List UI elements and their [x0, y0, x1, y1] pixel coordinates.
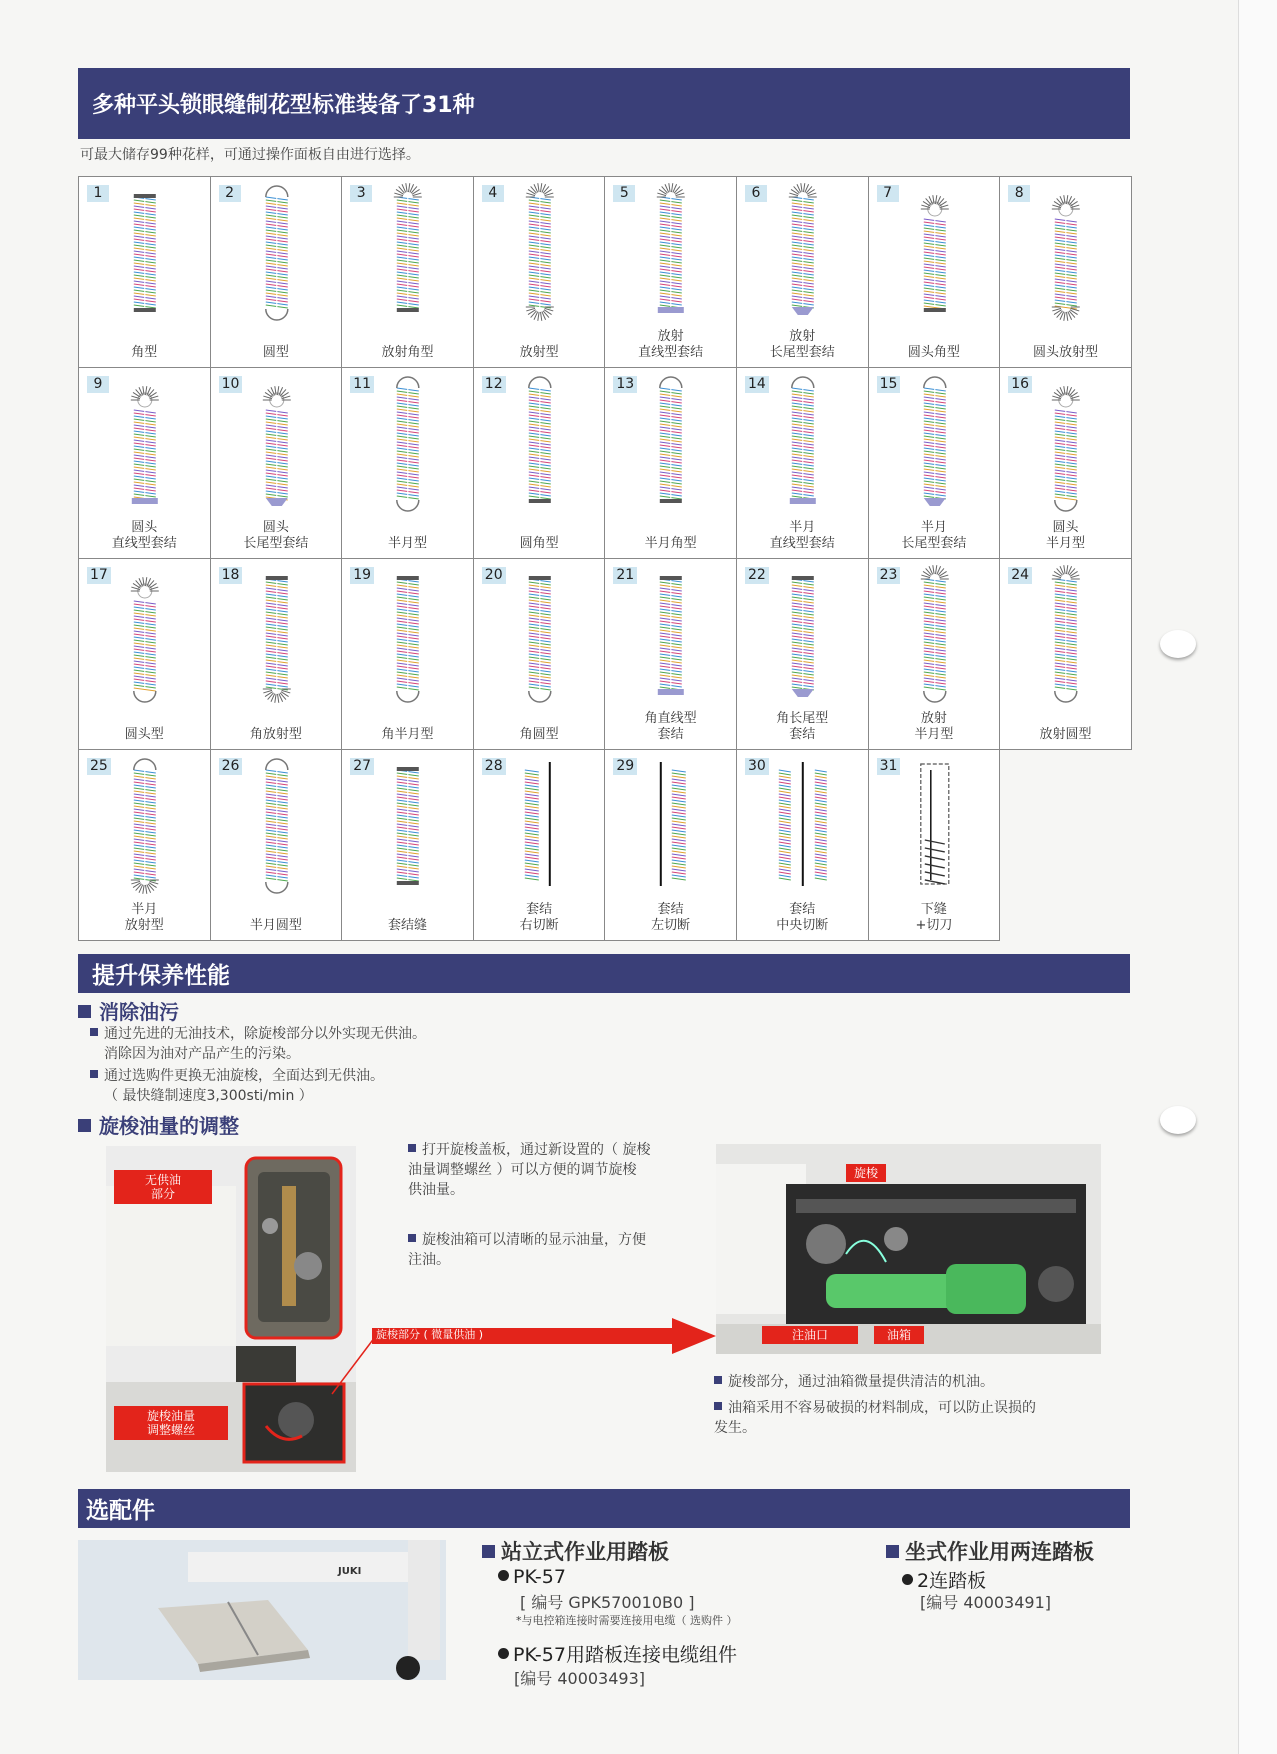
bullet-oilfree-cont: 消除因为油对产品产生的污染。 — [104, 1046, 300, 1062]
stitch-pattern-icon — [79, 559, 211, 709]
pattern-number: 19 — [350, 567, 374, 584]
label-oil-adjust-screw: 旋梭油量 调整螺丝 — [114, 1406, 228, 1440]
pattern-label: 圆头 直线型套结 — [111, 520, 177, 551]
pattern-number: 20 — [482, 567, 506, 584]
pattern-cell[interactable] — [999, 367, 1132, 559]
bullet-oilfree: 通过先进的无油技术，除旋梭部分以外实现无供油。 — [90, 1024, 426, 1044]
acc-pk57-note: *与电控箱连接时需要连接用电缆（ 选购件 ） — [516, 1614, 738, 1627]
svg-text:JUKI: JUKI — [338, 1566, 362, 1577]
pattern-cell[interactable] — [736, 176, 869, 368]
pattern-number: 10 — [219, 376, 243, 393]
pattern-cell[interactable] — [341, 176, 474, 368]
hook-oil-tank-photo — [716, 1144, 1101, 1354]
pattern-label: 放射角型 — [381, 345, 434, 360]
bullet-optional-hook: 通过选购件更换无油旋梭，全面达到无供油。 — [90, 1066, 384, 1086]
pattern-grid — [78, 176, 1131, 940]
pattern-number: 18 — [219, 567, 243, 584]
stitch-pattern-icon — [79, 368, 211, 518]
pattern-number: 6 — [745, 185, 767, 202]
pattern-label: 圆头 长尾型套结 — [243, 520, 309, 551]
stitch-pattern-icon — [211, 750, 343, 900]
stitch-pattern-icon — [211, 177, 343, 327]
pattern-number: 26 — [219, 758, 243, 775]
section-title-maintenance: 提升保养性能 — [78, 954, 1130, 993]
pattern-cell[interactable] — [473, 176, 606, 368]
pattern-label: 角型 — [131, 345, 158, 360]
bullet-tank-material: 油箱采用不容易破损的材料制成，可以防止误损的 发生。 — [714, 1400, 1036, 1436]
page-edge — [1238, 0, 1277, 1754]
section-title-patterns: 多种平头锁眼缝制花型标准装备了31种 — [78, 68, 1130, 139]
stitch-pattern-icon — [474, 750, 606, 900]
bullet-hook-oil-supply: 旋梭部分，通过油箱微量提供清洁的机油。 — [714, 1372, 994, 1392]
pattern-cell[interactable] — [78, 558, 211, 750]
stitch-pattern-icon — [342, 177, 474, 327]
pattern-cell[interactable] — [736, 749, 869, 941]
pattern-cell[interactable] — [78, 367, 211, 559]
stitch-pattern-icon — [211, 368, 343, 518]
stitch-pattern-icon — [869, 559, 1001, 709]
pattern-number: 5 — [613, 185, 635, 202]
pattern-cell[interactable] — [604, 176, 737, 368]
pattern-number: 24 — [1008, 567, 1032, 584]
pattern-number: 3 — [350, 185, 372, 202]
bullet-adjust-screw: 打开旋梭盖板，通过新设置的（ 旋梭 油量调整螺丝 ）可以方便的调节旋梭 供油量。 — [408, 1142, 651, 1198]
pattern-label: 圆头角型 — [907, 345, 960, 360]
pattern-label: 角放射型 — [249, 727, 302, 742]
stitch-pattern-icon — [869, 368, 1001, 518]
pattern-number: 30 — [745, 758, 769, 775]
pattern-label: 半月角型 — [644, 536, 697, 551]
stitch-pattern-icon — [474, 559, 606, 709]
pattern-label: 圆头放射型 — [1032, 345, 1098, 360]
acc-double-pedal: 2连踏板 — [902, 1566, 986, 1593]
pattern-cell[interactable] — [473, 558, 606, 750]
pattern-number: 27 — [350, 758, 374, 775]
pattern-cell[interactable] — [736, 558, 869, 750]
stitch-pattern-icon — [605, 368, 737, 518]
stitch-pattern-icon — [474, 177, 606, 327]
pattern-cell[interactable] — [736, 367, 869, 559]
pattern-number: 16 — [1008, 376, 1032, 393]
pattern-number: 1 — [87, 185, 109, 202]
pattern-number: 11 — [350, 376, 374, 393]
pattern-label: 圆型 — [262, 345, 289, 360]
stitch-pattern-icon — [342, 559, 474, 709]
stitch-pattern-icon — [1000, 368, 1132, 518]
pattern-cell[interactable] — [473, 367, 606, 559]
stitch-pattern-icon — [79, 177, 211, 327]
pattern-label: 半月型 — [387, 536, 427, 551]
pattern-label: 放射 长尾型套结 — [769, 329, 835, 360]
pattern-label: 放射 直线型套结 — [638, 329, 704, 360]
stitch-pattern-icon — [342, 750, 474, 900]
label-oil-tank: 油箱 — [874, 1326, 924, 1344]
pedal-photo — [78, 1540, 446, 1680]
pattern-cell[interactable] — [78, 176, 211, 368]
pattern-label: 套结 左切断 — [651, 902, 691, 933]
stitch-pattern-icon — [79, 750, 211, 900]
subhead-hook-oil: 旋梭油量的调整 — [78, 1110, 239, 1139]
pattern-number: 8 — [1008, 185, 1030, 202]
pattern-label: 角直线型 套结 — [644, 711, 697, 742]
pattern-number: 12 — [482, 376, 506, 393]
pattern-number: 21 — [613, 567, 637, 584]
stitch-pattern-icon — [869, 177, 1001, 327]
pattern-cell[interactable] — [604, 367, 737, 559]
label-oil-inlet: 注油口 — [762, 1326, 858, 1344]
pattern-label: 圆头 半月型 — [1045, 520, 1085, 551]
callout-line — [330, 1336, 380, 1396]
pattern-number: 29 — [613, 758, 637, 775]
stitch-pattern-icon — [737, 177, 869, 327]
pattern-cell[interactable] — [604, 558, 737, 750]
bullet-max-speed: （ 最快缝制速度3,300sti/min ） — [104, 1088, 313, 1104]
label-no-oil-part: 无供油 部分 — [114, 1170, 212, 1204]
pattern-cell[interactable] — [868, 176, 1001, 368]
pattern-label: 半月 长尾型套结 — [901, 520, 967, 551]
pattern-number: 13 — [613, 376, 637, 393]
stitch-pattern-icon — [605, 177, 737, 327]
stitch-pattern-icon — [737, 559, 869, 709]
stitch-pattern-icon — [737, 750, 869, 900]
stitch-pattern-icon — [474, 368, 606, 518]
subhead-remove-oil: 消除油污 — [78, 996, 179, 1025]
stitch-pattern-icon — [605, 559, 737, 709]
pattern-number: 28 — [482, 758, 506, 775]
pattern-number: 4 — [482, 185, 504, 202]
section-title-options: 选配件 — [78, 1489, 1130, 1528]
pattern-cell[interactable] — [210, 176, 343, 368]
acc-seated-pedal-title: 坐式作业用两连踏板 — [886, 1536, 1094, 1566]
pattern-number: 31 — [877, 758, 901, 775]
pattern-cell[interactable] — [868, 749, 1001, 941]
pattern-cell[interactable] — [78, 749, 211, 941]
pattern-number: 17 — [87, 567, 111, 584]
stitch-pattern-icon — [1000, 177, 1132, 327]
pattern-cell[interactable] — [999, 558, 1132, 750]
pattern-number: 22 — [745, 567, 769, 584]
pattern-cell[interactable] — [210, 749, 343, 941]
pattern-cell[interactable] — [604, 749, 737, 941]
pattern-number: 15 — [877, 376, 901, 393]
pattern-cell[interactable] — [473, 749, 606, 941]
acc-double-pedal-code: [编号 40003491] — [920, 1593, 1052, 1612]
acc-pk57: PK-57 — [498, 1566, 566, 1588]
stitch-pattern-icon — [211, 559, 343, 709]
binder-hole — [1160, 630, 1196, 658]
stitch-pattern-icon — [342, 368, 474, 518]
pattern-label: 半月 直线型套结 — [769, 520, 835, 551]
binder-hole — [1160, 1106, 1196, 1134]
pattern-cell[interactable] — [341, 558, 474, 750]
pattern-number: 7 — [877, 185, 899, 202]
pattern-cell[interactable] — [868, 558, 1001, 750]
pattern-label: 圆角型 — [519, 536, 559, 551]
pattern-cell[interactable] — [210, 558, 343, 750]
pattern-label: 放射 半月型 — [914, 711, 954, 742]
stitch-pattern-icon — [1000, 559, 1132, 709]
pattern-label: 角半月型 — [381, 727, 434, 742]
bullet-oil-tank-visible: 旋梭油箱可以清晰的显示油量，方便 注油。 — [408, 1232, 646, 1268]
pattern-number: 23 — [877, 567, 901, 584]
acc-pk57-code: [ 编号 GPK570010B0 ] — [520, 1593, 695, 1612]
acc-pk57-cable: PK-57用踏板连接电缆组件 — [498, 1640, 737, 1667]
pattern-cell[interactable] — [868, 367, 1001, 559]
pattern-label: 套结 右切断 — [519, 902, 559, 933]
pattern-number: 25 — [87, 758, 111, 775]
pattern-label: 放射型 — [519, 345, 559, 360]
stitch-pattern-icon — [605, 750, 737, 900]
pattern-number: 2 — [219, 185, 241, 202]
pattern-label: 套结 中央切断 — [776, 902, 829, 933]
pattern-label: 角圆型 — [519, 727, 559, 742]
acc-pk57-cable-code: [编号 40003493] — [514, 1669, 646, 1688]
pattern-label: 半月圆型 — [249, 918, 302, 933]
pattern-label: 半月 放射型 — [124, 902, 164, 933]
pattern-label: 圆头型 — [124, 727, 164, 742]
label-hook-part: 旋梭部分 ( 微量供油 ) — [376, 1328, 484, 1341]
pattern-cell[interactable] — [341, 749, 474, 941]
label-hook: 旋梭 — [846, 1164, 886, 1182]
patterns-intro: 可最大储存99种花样，可通过操作面板自由进行选择。 — [80, 147, 420, 163]
pattern-label: 下缝 +切刀 — [915, 902, 953, 933]
pattern-number: 14 — [745, 376, 769, 393]
pattern-cell[interactable] — [210, 367, 343, 559]
acc-standing-pedal-title: 站立式作业用踏板 — [482, 1536, 669, 1566]
pattern-number: 9 — [87, 376, 109, 393]
stitch-pattern-icon — [737, 368, 869, 518]
pattern-cell[interactable] — [341, 367, 474, 559]
pattern-label: 角长尾型 套结 — [776, 711, 829, 742]
stitch-pattern-icon — [869, 750, 1001, 900]
pattern-label: 套结缝 — [387, 918, 427, 933]
pattern-label: 放射圆型 — [1039, 727, 1092, 742]
pattern-cell[interactable] — [999, 176, 1132, 368]
